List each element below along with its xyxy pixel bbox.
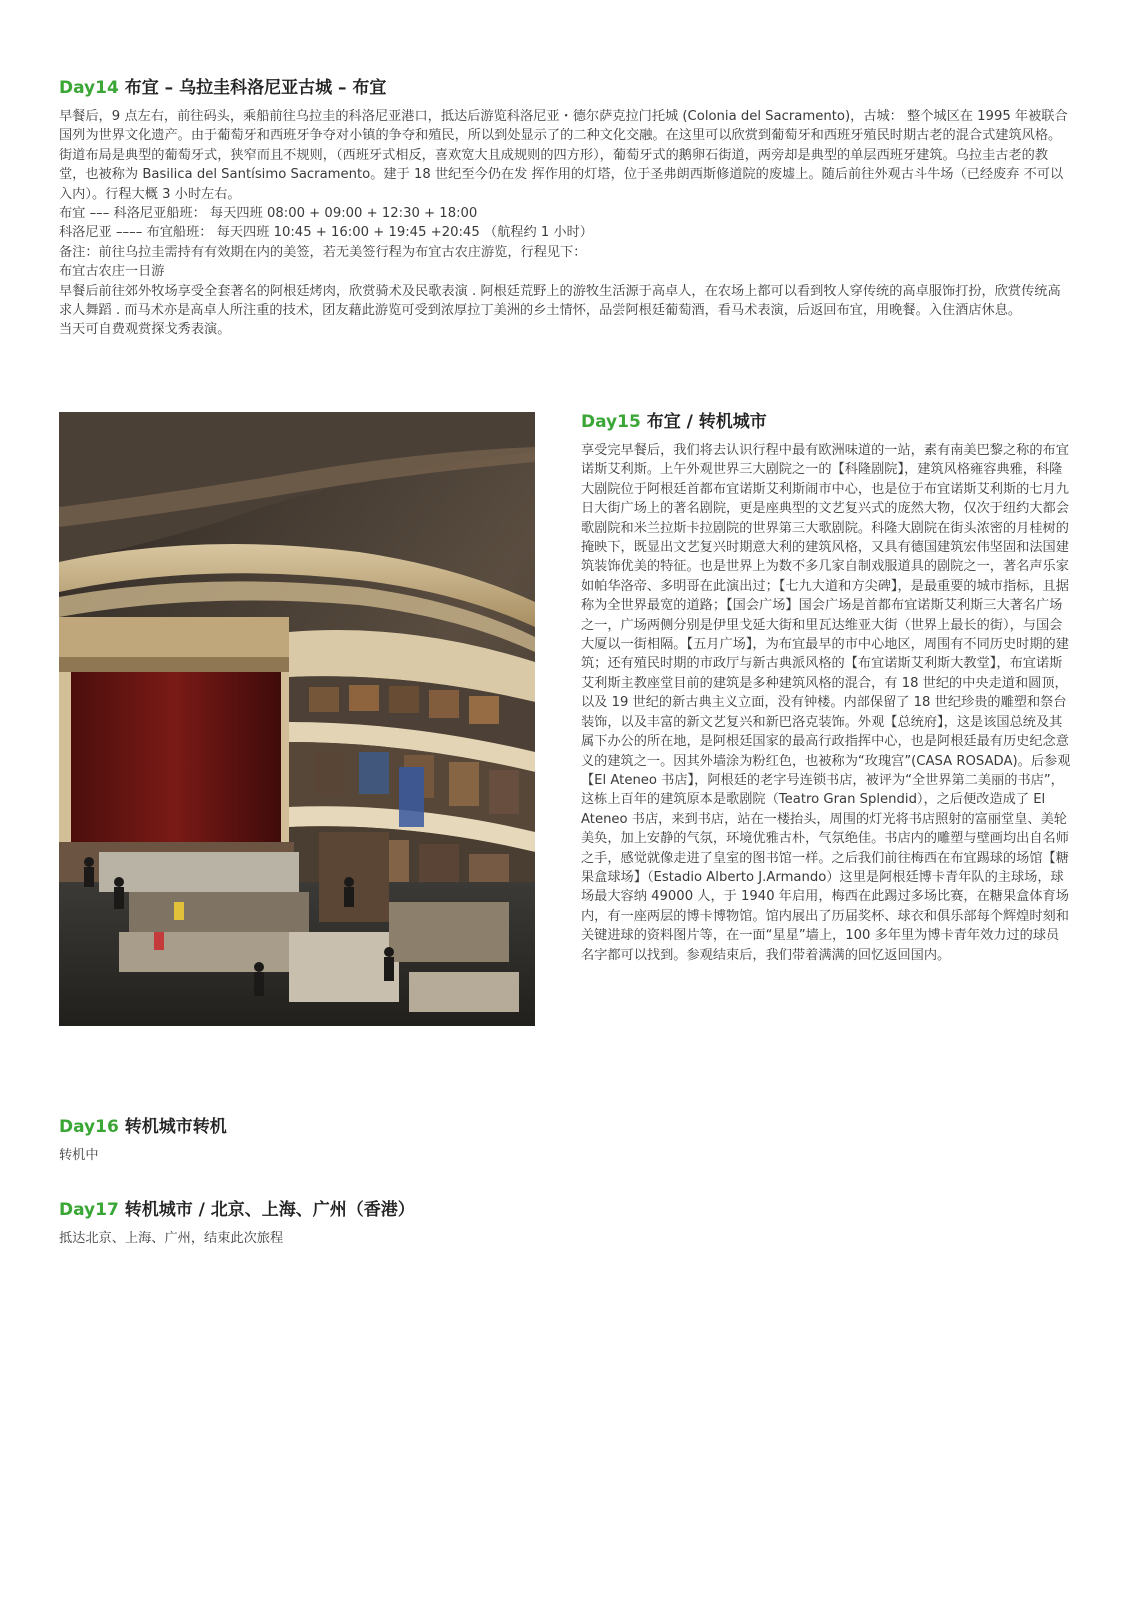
- day14-ferry-schedule-return: 科洛尼亚 –––– 布宜船班： 每天四班 10:45 + 16:00 + 19:45 +20:45 （航程约 1 小时）: [59, 225, 593, 241]
- day14-note: 备注：前往乌拉圭需持有有效期在内的美签，若无美签行程为布宜古农庄游览，行程见下：: [59, 244, 587, 260]
- day17-section: [59, 1198, 759, 1248]
- day14-alt-tour-text: 早餐后前往郊外牧场享受全套著名的阿根廷烤肉，欣赏骑术及民歌表演 . 阿根廷荒野上的游牧生活源于高卓人，在农场上都可以看到牧人穿传统的高卓服饰打扮，欣赏传统高求人舞蹈 . 而马术亦是高卓人所注重的技术，团友藉此游览可受到浓厚拉丁美洲的乡土情怀，品尝阿根廷葡萄酒，看马术表演，后返回布宜，用晚餐。入住酒店休息。: [59, 283, 1061, 319]
- day14-section: [59, 76, 1069, 340]
- day16-title: 转机城市转机: [124, 1117, 227, 1137]
- day16-body: 转机中: [59, 1148, 99, 1163]
- day15-section: [581, 410, 1072, 965]
- day14-paragraph: 早餐后，9 点左右，前往码头，乘船前往乌拉圭的科洛尼亚港口，抵达后游览科洛尼亚・德尔萨克拉门托城 (Colonia del Sacramento)，古城： 整个城区在 1995 年被联合国列为世界文化遗产。由于葡萄牙和西班牙争夺对小镇的争夺和殖民，所以到处显示了的二种文化交融。在这里可以欣赏到葡萄牙和西班牙殖民时期古老的混合式建筑风格。街道布局是典型的葡萄牙式，狭窄而且不规则，（西班牙式相反，喜欢宽大且成规则的四方形），葡萄牙式的鹅卵石街道，两旁却是典型的单层西班牙建筑。乌拉圭古老的教堂，也被称为 Basilica del Santísimo Sacramento。建于 18 世纪至今仍在发 挥作用的灯塔，位于圣弗朗西斯修道院的废墟上。随后前往外观古斗牛场（已经废弃 不可以入内）。行程大概 3 小时左右。: [59, 109, 1068, 202]
- bookstore-interior-photo: [59, 412, 535, 1026]
- day14-evening-note: 当天可自费观赏探戈秀表演。: [59, 322, 231, 338]
- day14-ferry-schedule-out: 布宜 ––– 科洛尼亚船班： 每天四班 08:00 + 09:00 + 12:30 + 18:00: [59, 206, 478, 222]
- day15-title: 布宜 / 转机城市: [646, 412, 767, 432]
- day17-number: Day17: [59, 1200, 119, 1220]
- day14-body: [59, 107, 1069, 340]
- day16-number: Day16: [59, 1117, 119, 1137]
- day16-section: [59, 1115, 759, 1165]
- day15-heading: [581, 410, 1072, 434]
- day14-alt-tour-title: 布宜古农庄一日游: [59, 264, 165, 280]
- day14-heading: [59, 76, 1069, 100]
- day15-body: 享受完早餐后，我们将去认识行程中最有欧洲味道的一站，素有南美巴黎之称的布宜诺斯艾利斯。上午外观世界三大剧院之一的【科隆剧院】，建筑风格雍容典雅，科隆大剧院位于阿根廷首都布宜诺斯艾利斯闹市中心，也是位于布宜诺斯艾利斯的七月九日大街广场上的著名剧院，更是座典型的文艺复兴式的庞然大物，仅次于纽约大都会歌剧院和米兰拉斯卡拉剧院的世界第三大歌剧院。科隆大剧院在街头浓密的月桂树的掩映下，既显出文艺复兴时期意大利的建筑风格，又具有德国建筑宏伟坚固和法国建筑装饰优美的特征。也是世界上为数不多几家自制戏服道具的剧院之一，著名声乐家如帕华洛帝、多明哥在此演出过；【七九大道和方尖碑】，是最重要的城市指标，且据称为全世界最宽的道路；【国会广场】国会广场是首都布宜诺斯艾利斯三大著名广场之一，广场两侧分别是伊里戈延大街和里瓦达维亚大街（世界上最长的街），与国会大厦以一街相隔。【五月广场】，为布宜最早的市中心地区，周围有不同历史时期的建筑；还有殖民时期的市政厅与新古典派风格的【布宜诺斯艾利斯大教堂】，布宜诺斯艾利斯主教座堂目前的建筑是多种建筑风格的混合，有 18 世纪的中央走道和圆顶，以及 19 世纪的新古典主义立面，没有钟楼。内部保留了 18 世纪珍贵的雕塑和祭台装饰，以及丰富的新文艺复兴和新巴洛克装饰。外观【总统府】，这是该国总统及其属下办公的所在地，是阿根廷国家的最高行政指挥中心，也是阿根廷最有历史纪念意义的建筑之一。因其外墙涂为粉红色，也被称为“玫瑰宫”(CASA ROSADA)。后参观【El Ateneo 书店】，阿根廷的老字号连锁书店，被评为“全世界第二美丽的书店”，这栋上百年的建筑原本是歌剧院（Teatro Gran Splendid），之后便改造成了 El Ateneo 书店，来到书店，站在一楼抬头，周围的灯光将书店照射的富丽堂皇、美轮美奂，加上安静的气氛，环境优雅古朴，气氛绝佳。书店内的雕塑与壁画均出自名师之手，感觉就像走进了皇室的图书馆一样。之后我们前往梅西在布宜踢球的场馆【糖果盒球场】（Estadio Alberto J.Armando）这里是阿根廷博卡青年队的主球场，球场最大容纳 49000 人，于 1940 年启用，梅西在此踢过多场比赛，在糖果盒体育场内，有一座两层的博卡博物馆。馆内展出了历届奖杯、球衣和俱乐部每个辉煌时刻和关键进球的资料图片等，在一面“星星”墙上，100 多年里为博卡青年效力过的球员名字都可以找到。参观结束后，我们带着满满的回忆返回国内。: [581, 443, 1071, 963]
- day17-body: 抵达北京、上海、广州，结束此次旅程: [59, 1231, 284, 1246]
- day14-number: Day14: [59, 78, 119, 98]
- day16-heading: [59, 1115, 759, 1139]
- day17-title: 转机城市 / 北京、上海、广州（香港）: [124, 1200, 415, 1220]
- day15-number: Day15: [581, 412, 641, 432]
- day17-heading: [59, 1198, 759, 1222]
- day14-title: 布宜 – 乌拉圭科洛尼亚古城 – 布宜: [124, 78, 387, 98]
